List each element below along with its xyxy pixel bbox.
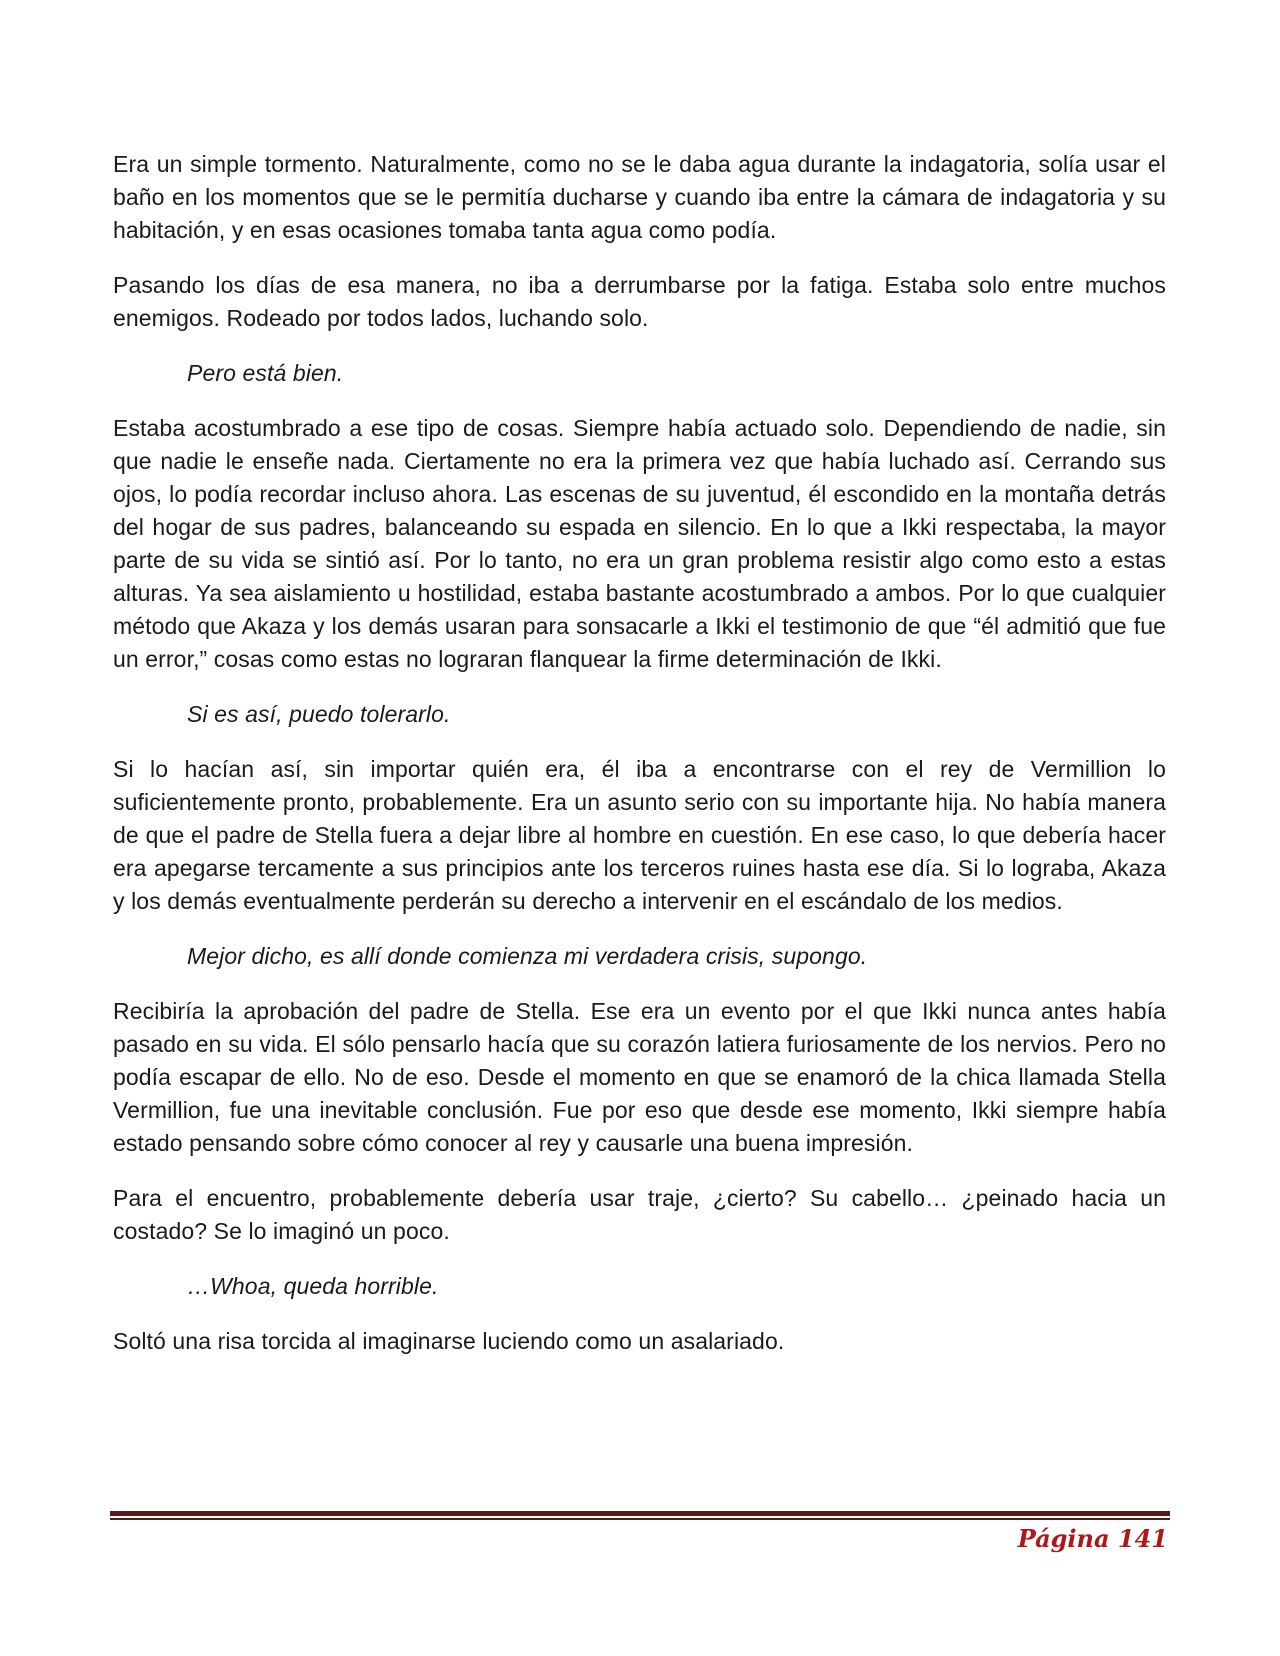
page-number: Página 141 (1017, 1524, 1168, 1553)
footer-divider-thick (110, 1511, 1170, 1516)
italic-thought: …Whoa, queda horrible. (187, 1273, 439, 1299)
paragraph: Recibiría la aprobación del padre de Stella. Ese era un evento por el que Ikki nunca antes había pasado en su vida. El sólo pensarlo hacía que su corazón latiera furiosamente de los nervios. Pero no podía escapar de ello. No de eso. Desde el momento en que se enamoró de la chica llamada Stella Vermillion, fue una inevitable conclusión. Fue por eso que desde ese momento, Ikki siempre había estado pensando sobre cómo conocer al rey y causarle una buena impresión. (113, 998, 1166, 1156)
paragraph: Para el encuentro, probablemente debería usar traje, ¿cierto? Su cabello… ¿peinado hacia un costado? Se lo imaginó un poco. (113, 1185, 1166, 1244)
paragraph: Soltó una risa torcida al imaginarse luciendo como un asalariado. (113, 1328, 785, 1354)
footer-divider-thin (110, 1518, 1170, 1520)
paragraph: Pasando los días de esa manera, no iba a derrumbarse por la fatiga. Estaba solo entre muchos enemigos. Rodeado por todos lados, luchando solo. (113, 272, 1166, 331)
italic-thought: Pero está bien. (187, 360, 344, 386)
italic-thought: Si es así, puedo tolerarlo. (187, 701, 451, 727)
page-body (113, 148, 1166, 1380)
footer-divider (110, 1511, 1170, 1520)
paragraph: Si lo hacían así, sin importar quién era, él iba a encontrarse con el rey de Vermillion lo suficientemente pronto, probablemente. Era un asunto serio con su importante hija. No había manera de que el padre de Stella fuera a dejar libre al hombre en cuestión. En ese caso, lo que debería hacer era apegarse tercamente a sus principios ante los terceros ruines hasta ese día. Si lo lograba, Akaza y los demás eventualmente perderán su derecho a intervenir en el escándalo de los medios. (113, 756, 1166, 914)
italic-thought: Mejor dicho, es allí donde comienza mi verdadera crisis, supongo. (187, 943, 868, 969)
paragraph: Estaba acostumbrado a ese tipo de cosas. Siempre había actuado solo. Dependiendo de nadie, sin que nadie le enseñe nada. Ciertamente no era la primera vez que había luchado así. Cerrando sus ojos, lo podía recordar incluso ahora. Las escenas de su juventud, él escondido en la montaña detrás del hogar de sus padres, balanceando su espada en silencio. En lo que a Ikki respectaba, la mayor parte de su vida se sintió así. Por lo tanto, no era un gran problema resistir algo como esto a estas alturas. Ya sea aislamiento u hostilidad, estaba bastante acostumbrado a ambos. Por lo que cualquier método que Akaza y los demás usaran para sonsacarle a Ikki el testimonio de que “él admitió que fue un error,” cosas como estas no lograran flanquear la firme determinación de Ikki. (113, 415, 1166, 672)
paragraph: Era un simple tormento. Naturalmente, como no se le daba agua durante la indagatoria, solía usar el baño en los momentos que se le permitía ducharse y cuando iba entre la cámara de indagatoria y su habitación, y en esas ocasiones tomaba tanta agua como podía. (113, 151, 1166, 243)
